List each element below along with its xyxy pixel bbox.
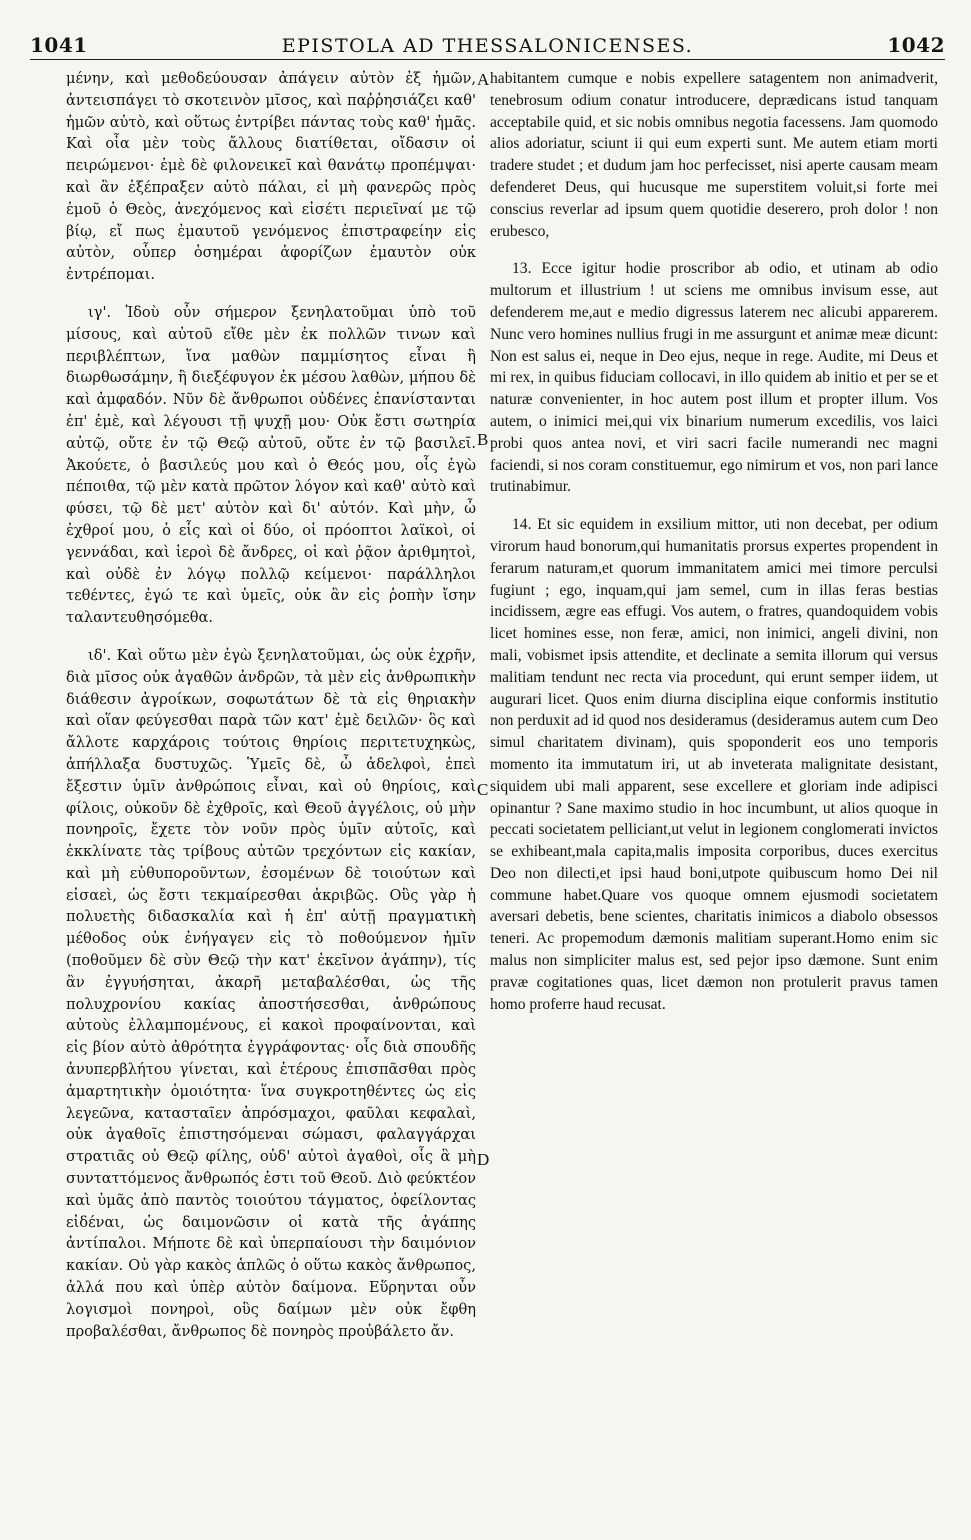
latin-paragraph: 14. Et sic equidem in exsilium mittor, uti non decebat, per odium virorum haud bonorum,qui humanitatis prorsus expertes propendent in ferarum naturam,et quorum immanitatem amici mei timore perculsi fugiunt ; ego, inquam,qui jam semel, cum in illas feras bestias incidissem, ægre eas effugi. Vos autem, o fratres, quandoquidem vobis licet homines esse, non feræ, amici, non inimici, angeli divini, non mali, vobismet ipsis attendite, et declinate a semita illorum qui versus malitiam tendunt nec recta via procedunt, qui erunt semper iidem, ut augurari licet. Quos enim diurna disciplina eique conformis institutio non perduxit ad id quod nos desideramus (desideramus autem cum Deo simul charitatem divinam), quis spoponderit eos uno temporis momento ita immutatum iri, ut ab inveterata malignitate desistant, siquidem ubi mali apparent, sese excellere et gloriam inde adipisci opinantur ? Sane maximo studio in hoc incumbunt, ut alios quoque in peccati societatem pelliciant,ut velut in legionem conglomerati invictos se exhibeant,mala capita,malis imposita corporibus, duces exercitus Deo non dilecti,et ipsi haud boni,utpote quibuscum homo Dei nil commune habet.Quare vos quoque omnem ejusmodi societatem aversari debetis, bene scientes, charitatis inimicos a diabolo obsessos teneri. Ac propemodum dæmonis malitiam superant.Homo enim sic malus non simpliciter malus est, sed pejor ipso dæmone. Sunt enim pravæ cogitationes quas, licet dæmon non protulerit pravus tamen homo proferre haud recusat. [490,516,938,1013]
latin-column [490,68,938,1031]
page-number-left: 1041 [30,33,88,57]
margin-marker-c: C [477,780,489,799]
greek-paragraph: ιδ'. Καὶ οὕτω μὲν ἐγὼ ξενηλατοῦμαι, ὡς οὐκ ἐχρῆν, διὰ μῖσος οὐκ ἀγαθῶν ἀνδρῶν, τὰ μὲν εἰς ἀνθρωπικὴν διάθεσιν ἀγροίκων, σοφωτάτων δὲ τὰ εἰς θηριακὴν καὶ οἵαν φεύγεσθαι παρὰ τῶν κατ' ἐμὲ δειλῶν· ὃς καὶ ἄλλοτε καρχάροις τούτοις θηρίοις περιτετυχηκὼς, ἀπήλλαξα δυστυχῶς. Ὑμεῖς δὲ, ὦ ἀδελφοὶ, ἐπεὶ ἔξεστιν ὑμῖν ἀνθρώποις εἶναι, καὶ οὐ θηρίοις, καὶ φίλοις, οὐκοῦν δὲ ἐχθροῖς, καὶ Θεοῦ ἀγγέλοις, οὐ μὴν πονηροῖς, ἔχετε τὸν νοῦν πρὸς ὑμῖν αὐτοῖς, καὶ ἐκκλίνατε τὰς τρίβους αὐτῶν τρεχόντων εἰς κακίαν, καὶ μὴ εὐθυποροῦντων, ἐσομένων δὲ τοιούτων καὶ εἰσαεὶ, ὡς ἔστι τεκμαίρεσθαι ἀκριβῶς. Οὓς γὰρ ἡ πολυετὴς διδασκαλία καὶ ἡ ἐπ' αὐτῇ πραγματικὴ μέθοδος οὐκ ἐνήγαγεν εἰς τὸ ποθούμενον ἡμῖν (ποθοῦμεν δὲ σὺν Θεῷ τὴν κατ' ἐκεῖνον ἀγάπην), τίς ἂν ἐγγυήσηται, ἀκαρῆ μεταβαλέσθαι, ὡς τῆς πολυχρονίου κακίας ἀποστήσεσθαι, ἀνθρώπους αὐτοὺς ἐλλαμπομένους, εἰ κακοὶ προφαίνονται, καὶ εἰς βίον αὐτὸ ἀθρότητα ἐγγράφοντας· οἷς διὰ σπουδῆς ἀνυπερβλήτου γίνεται, καὶ ἑτέρους ἐπισπᾶσθαι πρὸς ἁμαρτητικὴν ὁμοιότητα· ἵνα συγκροτηθέντες ὡς εἰς λεγεῶνα, κατασταῖεν ἀπρόσμαχοι, φαῦλαι κεφαλαὶ, οὐκ ἀγαθοῖς ἐπιστησόμεναι σώμασι, φαλαγγάρχαι στρατιᾶς οὐ Θεῷ φίλης, οὐδ' αὐτοὶ ἀγαθοὶ, οἷς ἃ μὴ συνταττόμενος ἄνθρωπός ἐστι τοῦ Θεοῦ. Διὸ φεύκτέον καὶ ὑμᾶς ἀπὸ παντὸς τοιούτου τάγματος, ὀφείλοντας εἰδέναι, ὡς δαιμονῶσιν οἱ κατὰ τῆς ἀγάπης ἀντίπαλοι. Μήποτε δὲ καὶ ὑπερπαίουσι τὴν δαιμόνιον κακίαν. Οὐ γὰρ κακὸς ἁπλῶς ὁ οὕτω κακὸς ἄνθρωπος, ἀλλά που καὶ ὑπὲρ αὐτὸν δαίμονα. Εὕρηνται οὖν λογισμοὶ πονηροὶ, οὓς δαίμων μὲν οὐκ ἔφθη προβαλέσθαι, ἄνθρωπος δὲ πονηρὸς προὐβάλετο ἄν. [66,646,476,1340]
latin-paragraph: 13. Ecce igitur hodie proscribor ab odio, et utinam ab odio multorum et illustrium ! ut sciens me omnibus invisum esse, aut defenderem me,aut e medio digressus laterem nec alicubi apparerem. Nunc vero homines nullius frugi in me assurgunt et animæ meæ dicunt: Non est salus ei, neque in Deo ejus, neque in rege. Audite, mi Deus et mi rex, in quibus fiduciam collocavi, in illo quidem ab initio et per se et naturæ convenienter, in hoc autem post illum et propter illum. Vos autem, o inimici mei,qui vix binarium numerum excedilis, vos laici probi quos antea novi, et viri sacri facile numerandi nec magni faciendi, si nos coram constituemur, ego nimirum et vos, non pari lance trutinabimur. [490,260,938,496]
margin-marker-b: B [477,430,489,449]
greek-paragraph: μένην, καὶ μεθοδεύουσαν ἀπάγειν αὐτὸν ἐξ ἡμῶν, ἀντεισπάγει τὸ σκοτεινὸν μῖσος, καὶ παῤῥησιάζει καθ' ἡμῶν αὐτὸ, καὶ οὕτως ἐντρίβει πάντας τοὺς καθ' ἡμᾶς. Καὶ οἷα μὲν τοὺς ἄλλους διατίθεται, οἴδασιν οἱ πειρώμενοι· ἐμὲ δὲ φιλονεικεῖ καὶ θανάτῳ προπέμψαι· καὶ ἂν ἐξέπραξεν αὐτὸ πάλαι, εἰ μὴ φανερῶς πρὸς ἐμοῦ ὁ Θεὸς, ἀνεχόμενος καὶ εἰσέτι περιεῖναί με τῷ βίῳ, εἴ πως ἐμαυτοῦ γενόμενος ἐπιστραφείην εἰς αὐτὸν, οὗπερ ὁσημέραι ἀφορίζων ἐμαυτὸν οὐκ ἐντρέπομαι. [66,70,476,284]
running-header [30,33,945,60]
margin-marker-a: A [477,70,490,89]
greek-column [66,68,476,1358]
latin-paragraph: habitantem cumque e nobis expellere satagentem non animadverit, tenebrosum odium conatur introducere, deprædicans istud tanquam acceptabile quid, et sic nobis omnibus negotia facessens. Jam quomodo alios adoriatur, sciunt ii qui eum experti sunt. Me autem etiam morti tradere studet ; et dudum jam hoc perfecisset, nisi aperte causam meam defenderet Deus, qui hucusque me superstitem voluit,si forte mei conscius reverlar ad ipsum quem quotidie deserero, proh dolor ! non erubesco, [490,70,938,240]
page-number-right: 1042 [887,33,945,57]
running-title: EPISTOLA AD THESSALONICENSES. [281,35,694,57]
greek-paragraph: ιγ'. Ἰδοὺ οὖν σήμερον ξενηλατοῦμαι ὑπὸ τοῦ μίσους, καὶ αὐτοῦ εἴθε μὲν ἐκ πολλῶν τινων καὶ περιβλέπτων, ἵνα μαθὼν παμμίσητος εἶναι ἢ διωρθωσάμην, ἢ διεξέφυγον ἐκ μέσου λαθὼν, μήπου δὲ καὶ ἀμφαδόν. Νῦν δὲ ἄνθρωποι οὐδένες ἐπανίστανται ἐπ' ἐμὲ, καὶ λέγουσι τῇ ψυχῇ μου· Οὐκ ἔστι σωτηρία αὐτῷ, οὔτε ἐν τῷ Θεῷ αὐτοῦ, οὔτε ἐν τῷ βασιλεῖ. Ἀκούετε, ὁ βασιλεύς μου καὶ ὁ Θεός μου, οἷς ἐγὼ πέποιθα, τῷ μὲν κατὰ πρῶτον λόγον καὶ καθ' αὐτὸ καὶ φύσει, τῷ δὲ μετ' αὐτὸν καὶ δι' αὐτόν. Καὶ μὴν, ὦ ἐχθροί μου, ὁ εἷς καὶ οἱ δύο, οἱ πρόοπτοι λαϊκοὶ, οἱ γεννάδαι, καὶ ἱεροὶ δὲ ἄνδρες, οἱ καὶ ῥᾷον ἀριθμητοὶ, καὶ οὐδὲ ἐν λόγῳ πολλῷ κείμενοι· παράλληλοι τεθέντες, ἐγώ τε καὶ ὑμεῖς, οὐκ ἂν εἰς ῥοπὴν ἴσην ταλαντευθησόμεθα. [66,303,476,627]
margin-marker-d: D [477,1150,490,1169]
